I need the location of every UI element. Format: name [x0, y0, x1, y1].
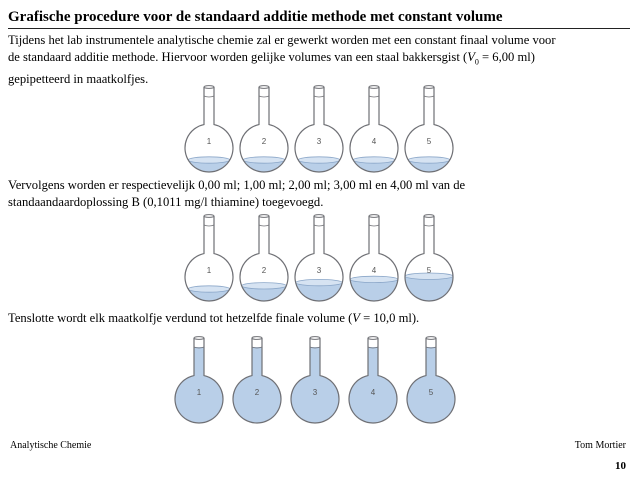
flask-number-label: 1 [206, 266, 212, 275]
slide-title: Grafische procedure voor de standaard additie methode met constant volume [8, 9, 503, 25]
volumetric-flask-3 [286, 335, 344, 425]
volumetric-flask-2 [235, 213, 293, 303]
volumetric-flask-1 [180, 213, 238, 303]
flask-number-label: 4 [370, 388, 376, 397]
v-value: = 10,0 ml). [359, 311, 420, 325]
flask-number-label: 5 [428, 388, 434, 397]
flask-row-stage-2 [0, 213, 638, 305]
volumetric-flask-1 [180, 84, 238, 174]
dilution-line-text: Tenslotte wordt elk maatkolfje verdund tot hetzelfde finale volume ( [8, 311, 353, 325]
volumetric-flask-5 [400, 84, 458, 174]
volumetric-flask-2 [235, 84, 293, 174]
volumetric-flask-3 [290, 84, 348, 174]
flask-number-label: 5 [426, 137, 432, 146]
v0-value: = 6,00 ml) [478, 50, 535, 64]
addition-paragraph [8, 177, 630, 211]
volumetric-flask-4 [345, 84, 403, 174]
volumetric-flask-3 [290, 213, 348, 303]
dilution-paragraph [8, 310, 630, 327]
volumetric-flask-2 [228, 335, 286, 425]
flask-number-label: 2 [261, 266, 267, 275]
v-symbol: V [352, 311, 360, 325]
volumetric-flask-5 [400, 213, 458, 303]
flask-row-stage-3 [0, 335, 638, 427]
flask-number-label: 1 [206, 137, 212, 146]
intro-line-2 [8, 49, 630, 71]
volumetric-flask-5 [402, 335, 460, 425]
intro-line-1: Tijdens het lab instrumentele analytische chemie zal er gewerkt worden met een constant finaal volume voor [8, 33, 556, 47]
v0-subscript: 0 [474, 57, 479, 67]
flask-number-label: 2 [254, 388, 260, 397]
intro-line-2-text: de standaard additie methode. Hiervoor worden gelijke volumes van een staal bakkersgist ( [8, 50, 468, 64]
addition-line-2: standaandaardoplossing B (0,1011 mg/l thiamine) toegevoegd. [8, 195, 324, 209]
flask-number-label: 5 [426, 266, 432, 275]
volumetric-flask-4 [344, 335, 402, 425]
title-divider [8, 28, 630, 29]
volumetric-flask-1 [170, 335, 228, 425]
flask-number-label: 3 [312, 388, 318, 397]
addition-line-1: Vervolgens worden er respectievelijk 0,00 ml; 1,00 ml; 2,00 ml; 3,00 ml en 4,00 ml van de [8, 178, 466, 192]
footer-course: Analytische Chemie [10, 440, 92, 451]
flask-number-label: 3 [316, 137, 322, 146]
flask-number-label: 1 [196, 388, 202, 397]
v0-symbol: V [467, 50, 475, 64]
flask-number-label: 4 [371, 266, 377, 275]
volumetric-flask-4 [345, 213, 403, 303]
flask-number-label: 3 [316, 266, 322, 275]
intro-line-3: gepipetteerd in maatkolfjes. [8, 71, 149, 86]
page-number: 10 [615, 460, 626, 472]
flask-row-stage-1 [0, 88, 638, 174]
flask-number-label: 2 [261, 137, 267, 146]
footer-author: Tom Mortier [574, 440, 626, 451]
intro-paragraph [8, 32, 630, 88]
flask-number-label: 4 [371, 137, 377, 146]
dilution-line [8, 310, 630, 327]
